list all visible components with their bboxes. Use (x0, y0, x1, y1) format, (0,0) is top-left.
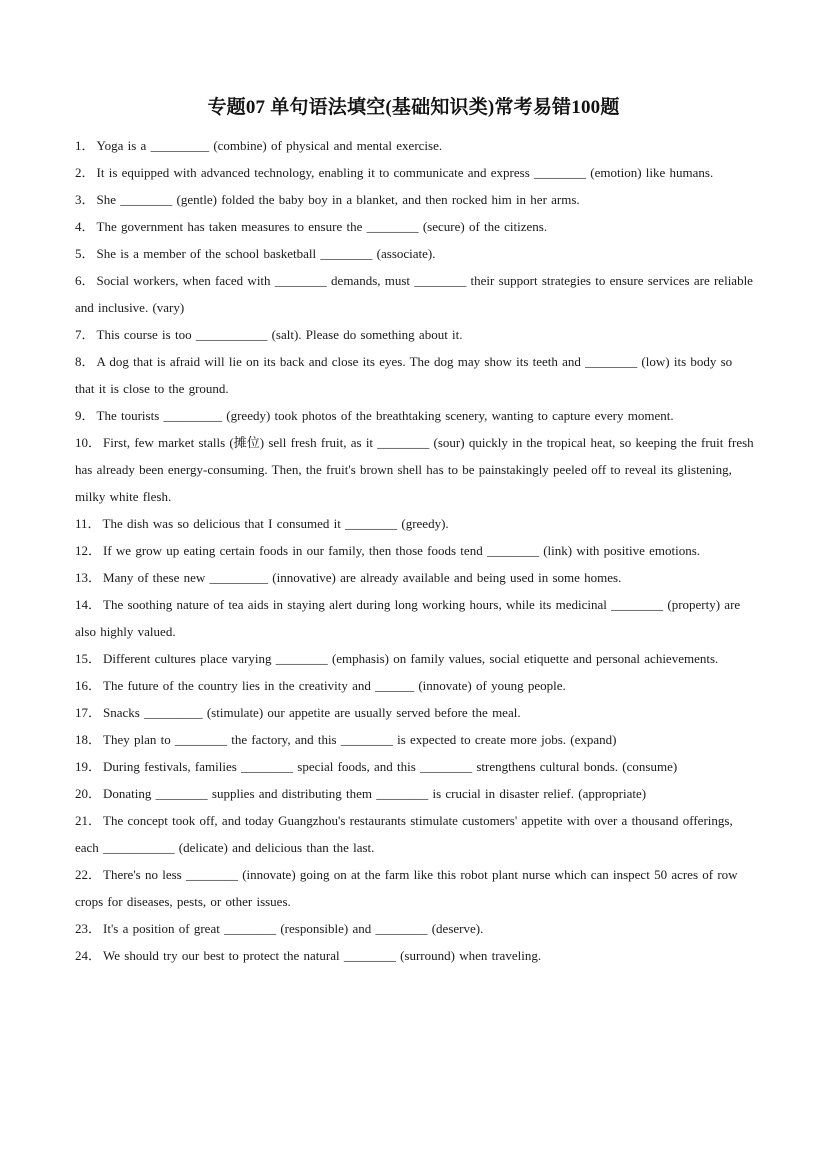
question-number: 19． (75, 759, 102, 774)
question-number: 13． (75, 570, 102, 585)
question-item (75, 645, 755, 672)
question-number: 18． (75, 732, 102, 747)
question-item (75, 807, 755, 861)
question-text: Different cultures place varying ________ (emphasis) on family values, social etiquette and personal achievements. (103, 651, 719, 666)
question-list (75, 132, 755, 969)
question-text: A dog that is afraid will lie on its back and close its eyes. The dog may show its teeth and ________ (low) its body so that it is close to the ground. (75, 354, 733, 396)
question-item (75, 402, 755, 429)
question-number: 5． (75, 246, 95, 261)
question-number: 14． (75, 597, 102, 612)
page-title: 专题07 单句语法填空(基础知识类)常考易错100题 (207, 97, 620, 118)
question-item (75, 672, 755, 699)
question-text: During festivals, families ________ special foods, and this ________ strengthens cultural bonds. (consume) (103, 759, 678, 774)
question-text: The soothing nature of tea aids in staying alert during long working hours, while its medicinal ________ (property) are also highly valued. (75, 597, 741, 639)
question-number: 7． (75, 327, 95, 342)
question-item (75, 699, 755, 726)
question-number: 17． (75, 705, 102, 720)
question-item (75, 267, 755, 321)
question-text: She ________ (gentle) folded the baby boy in a blanket, and then rocked him in her arms. (96, 192, 580, 207)
question-text: Snacks _________ (stimulate) our appetite are usually served before the meal. (103, 705, 521, 720)
question-number: 1． (75, 138, 95, 153)
question-item (75, 915, 755, 942)
question-number: 12． (75, 543, 102, 558)
question-item (75, 780, 755, 807)
question-text: The concept took off, and today Guangzhou's restaurants stimulate customers' appetite with over a thousand offerings, each ___________ (delicate) and delicious than the last. (75, 813, 733, 855)
question-text: She is a member of the school basketball ________ (associate). (96, 246, 436, 261)
question-text: The government has taken measures to ensure the ________ (secure) of the citizens. (96, 219, 548, 234)
question-item (75, 510, 755, 537)
question-text: We should try our best to protect the natural ________ (surround) when traveling. (103, 948, 542, 963)
question-number: 22． (75, 867, 102, 882)
question-number: 9． (75, 408, 95, 423)
question-item (75, 240, 755, 267)
question-item (75, 537, 755, 564)
question-text: The tourists _________ (greedy) took photos of the breathtaking scenery, wanting to capture every moment. (96, 408, 674, 423)
question-number: 16． (75, 678, 102, 693)
question-text: Social workers, when faced with ________ demands, must ________ their support strategies to ensure services are reliable and inclusive. (vary) (75, 273, 753, 315)
question-number: 3． (75, 192, 95, 207)
question-number: 4． (75, 219, 95, 234)
question-number: 23． (75, 921, 102, 936)
question-item (75, 942, 755, 969)
question-text: This course is too ___________ (salt). Please do something about it. (96, 327, 463, 342)
question-text: Many of these new _________ (innovative) are already available and being used in some homes. (103, 570, 622, 585)
question-item (75, 159, 755, 186)
question-item (75, 132, 755, 159)
question-item (75, 429, 755, 510)
question-item (75, 348, 755, 402)
question-item (75, 861, 755, 915)
question-item (75, 591, 755, 645)
question-number: 15． (75, 651, 102, 666)
question-number: 8． (75, 354, 95, 369)
question-text: Donating ________ supplies and distributing them ________ is crucial in disaster relief. (appropriate) (103, 786, 647, 801)
question-text: First, few market stalls (摊位) sell fresh fruit, as it ________ (sour) quickly in the tropical heat, so keeping the fruit fresh has already been energy-consuming. Then, the fruit's brown shell has to be painstakingly peeled off to reveal its glistening, milky white flesh. (75, 435, 754, 504)
question-number: 20． (75, 786, 102, 801)
question-text: It's a position of great ________ (responsible) and ________ (deserve). (103, 921, 484, 936)
question-number: 11． (75, 516, 101, 531)
question-item (75, 213, 755, 240)
question-text: Yoga is a _________ (combine) of physical and mental exercise. (96, 138, 443, 153)
question-text: They plan to ________ the factory, and this ________ is expected to create more jobs. (expand) (103, 732, 617, 747)
question-text: There's no less ________ (innovate) going on at the farm like this robot plant nurse which can inspect 50 acres of row crops for diseases, pests, or other issues. (75, 867, 738, 909)
question-number: 24． (75, 948, 102, 963)
question-number: 2． (75, 165, 95, 180)
question-text: The future of the country lies in the creativity and ______ (innovate) of young people. (103, 678, 566, 693)
question-item (75, 321, 755, 348)
question-number: 21． (75, 813, 102, 828)
question-number: 6． (75, 273, 95, 288)
question-text: It is equipped with advanced technology, enabling it to communicate and express ________ (emotion) like humans. (96, 165, 714, 180)
question-item (75, 753, 755, 780)
question-item (75, 564, 755, 591)
question-item (75, 186, 755, 213)
question-item (75, 726, 755, 753)
question-number: 10． (75, 435, 102, 450)
question-text: If we grow up eating certain foods in our family, then those foods tend ________ (link) with positive emotions. (103, 543, 701, 558)
question-text: The dish was so delicious that I consumed it ________ (greedy). (102, 516, 449, 531)
